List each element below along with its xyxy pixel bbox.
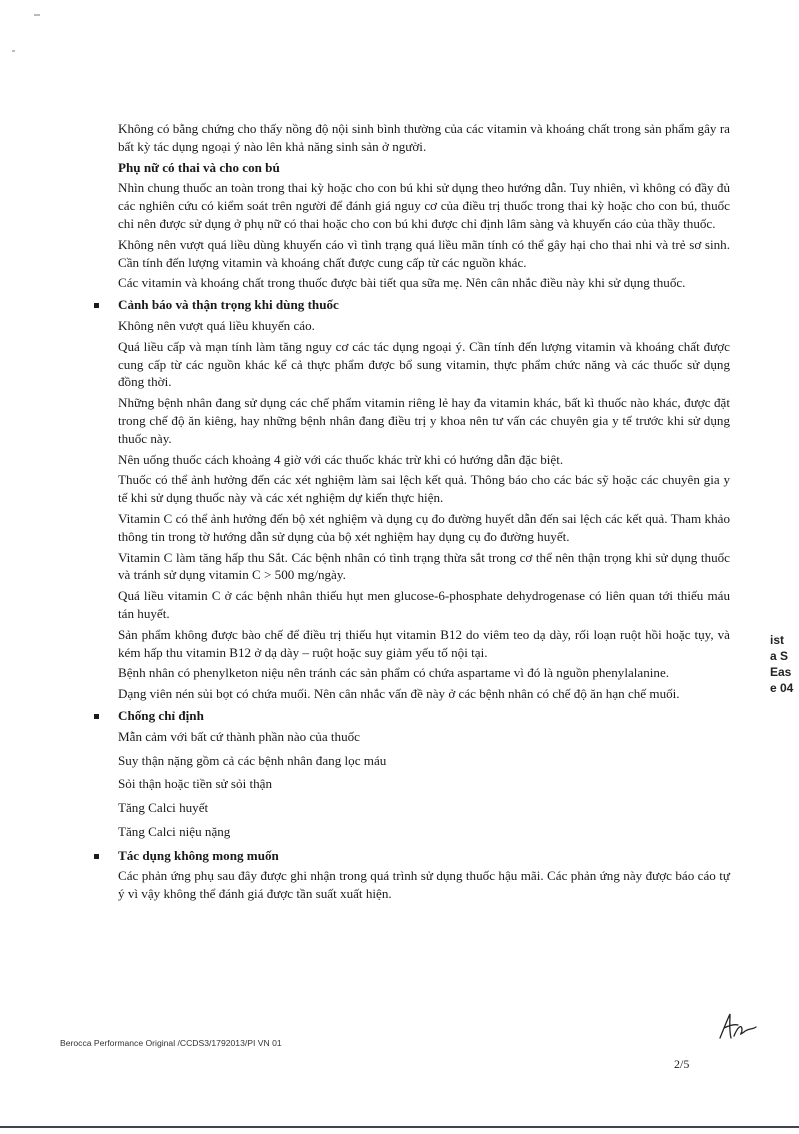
document-code: Berocca Performance Original /CCDS3/1792013/PI VN 01 [60,1038,282,1048]
adverse-effects-heading-text: Tác dụng không mong muốn [118,847,279,863]
warnings-paragraph: Những bệnh nhân đang sử dụng các chế phẩm vitamin riêng lẻ hay đa vitamin khác, bất kì thuốc nào khác, được đặt trong chế độ ăn kiêng, hay những bệnh nhân đang điều trị y khoa nên tư vấn các chuyên gia y tế trước khi sử dụng thuốc này. [118,395,730,446]
warnings-heading-text: Cảnh báo và thận trọng khi dùng thuốc [118,297,339,313]
warnings-paragraph: Quá liều vitamin C ở các bệnh nhân thiếu hụt men glucose-6-phosphate dehydrogenase có liên quan tới thiếu máu tán huyết. [118,588,730,621]
pregnancy-heading: Phụ nữ có thai và cho con bú [118,159,280,175]
contraindications-heading [118,707,730,725]
contraindication-item: Suy thận nặng gồm cả các bệnh nhân đang lọc máu [118,752,387,768]
scan-artifact [34,14,40,16]
adverse-effects-heading [118,847,730,865]
contraindications-section [118,707,730,841]
warnings-paragraph: Không nên vượt quá liều khuyến cáo. [118,317,315,333]
adverse-effects-section [118,847,730,903]
pregnancy-paragraph: Các vitamin và khoáng chất trong thuốc được bài tiết qua sữa mẹ. Nên cân nhắc điều này khi sử dụng thuốc. [118,275,686,291]
scan-artifact [12,50,15,52]
warnings-paragraph: Dạng viên nén sủi bọt có chứa muối. Nên cân nhắc vấn đề này ở các bệnh nhân có chế độ ăn hạn chế muối. [118,686,680,702]
signature-mark [712,1010,762,1042]
bleed-through-line: Eas [770,665,792,679]
bleed-through-line: ist [770,633,785,647]
warnings-paragraph: Sản phẩm không được bào chế để điều trị thiếu hụt vitamin B12 do viêm teo dạ dày, rối loạn ruột hồi hoặc tụy, và kém hấp thu vitamin B12 ở dạ dày – ruột hoặc suy giảm yếu tố nội tại. [118,626,730,660]
contraindication-item: Tăng Calci huyết [118,800,209,816]
contraindication-item: Mẫn cảm với bất cứ thành phần nào của thuốc [118,728,360,744]
contraindication-item: Tăng Calci niệu nặng [118,823,231,839]
bullet-icon [94,714,99,719]
document-body [118,120,730,906]
warnings-heading [118,296,730,314]
warnings-paragraph: Vitamin C có thể ảnh hưởng đến bộ xét nghiệm và dụng cụ đo đường huyết dẫn đến sai lệch các kết quả. Tham khảo thông tin trong tờ hướng dẫn sử dụng của bộ xét nghiệm hay dụng cụ đo đường huyết. [118,510,730,544]
contraindication-item: Sỏi thận hoặc tiền sử sỏi thận [118,776,273,792]
warnings-paragraph: Thuốc có thể ảnh hưởng đến các xét nghiệm làm sai lệch kết quả. Thông báo cho các bác sỹ hoặc các chuyên gia y tế khi sử dụng thuốc này và các xét nghiệm dự kiến thực hiện. [118,472,730,506]
bleed-through-line: a S [770,649,789,663]
bullet-icon [94,303,99,308]
warnings-section [118,296,730,703]
bleed-through-text [770,632,799,696]
pregnancy-paragraph: Nhìn chung thuốc an toàn trong thai kỳ hoặc cho con bú khi sử dụng theo hướng dẫn. Tuy nhiên, vì không có đầy đủ các nghiên cứu có kiểm soát trên người để đánh giá nguy cơ của điều trị thuốc trong thai kỳ hoặc cho con bú, thuốc chỉ nên được sử dụng ở phụ nữ có thai hoặc cho con bú khi được chỉ định lâm sàng và khuyến cáo của thầy thuốc. [118,180,730,231]
warnings-paragraph: Vitamin C làm tăng hấp thu Sắt. Các bệnh nhân có tình trạng thừa sắt trong cơ thể nên thận trọng khi sử dụng thuốc và tránh sử dụng vitamin C > 500 mg/ngày. [118,549,730,583]
contraindications-heading-text: Chống chỉ định [118,707,204,723]
pregnancy-paragraph: Không nên vượt quá liều dùng khuyến cáo vì tình trạng quá liều mãn tính có thể gây hại cho thai nhi và trẻ sơ sinh. Cần tính đến lượng vitamin và khoáng chất được cung cấp từ các nguồn khác. [118,236,730,270]
page-number: 2/5 [674,1057,690,1071]
adverse-effects-paragraph: Các phản ứng phụ sau đây được ghi nhận trong quá trình sử dụng thuốc hậu mãi. Các phản ứng này được báo cáo tự ý vì vậy không thể đánh giá được tần suất xuất hiện. [118,868,730,902]
bleed-through-line: e 04 [770,681,794,695]
warnings-paragraph: Quá liều cấp và mạn tính làm tăng nguy cơ các tác dụng ngoại ý. Cần tính đến lượng vitamin và khoáng chất được cung cấp từ các nguồn khác kể cả thực phẩm được bổ sung vitamin, thực phẩm chức năng và các thuốc sử dụng đồng thời. [118,338,730,390]
bullet-icon [94,854,99,859]
fertility-paragraph: Không có bằng chứng cho thấy nồng độ nội sinh bình thường của các vitamin và khoáng chất trong sản phẩm gây ra bất kỳ tác dụng ngoại ý nào lên khả năng sinh sản ở người. [118,121,730,154]
bottom-edge-line [0,1126,799,1128]
warnings-paragraph: Nên uống thuốc cách khoảng 4 giờ với các thuốc khác trừ khi có hướng dẫn đặc biệt. [118,451,564,467]
warnings-paragraph: Bệnh nhân có phenylketon niệu nên tránh các sản phẩm có chứa aspartame vì đó là nguồn phenylalanine. [118,665,670,681]
